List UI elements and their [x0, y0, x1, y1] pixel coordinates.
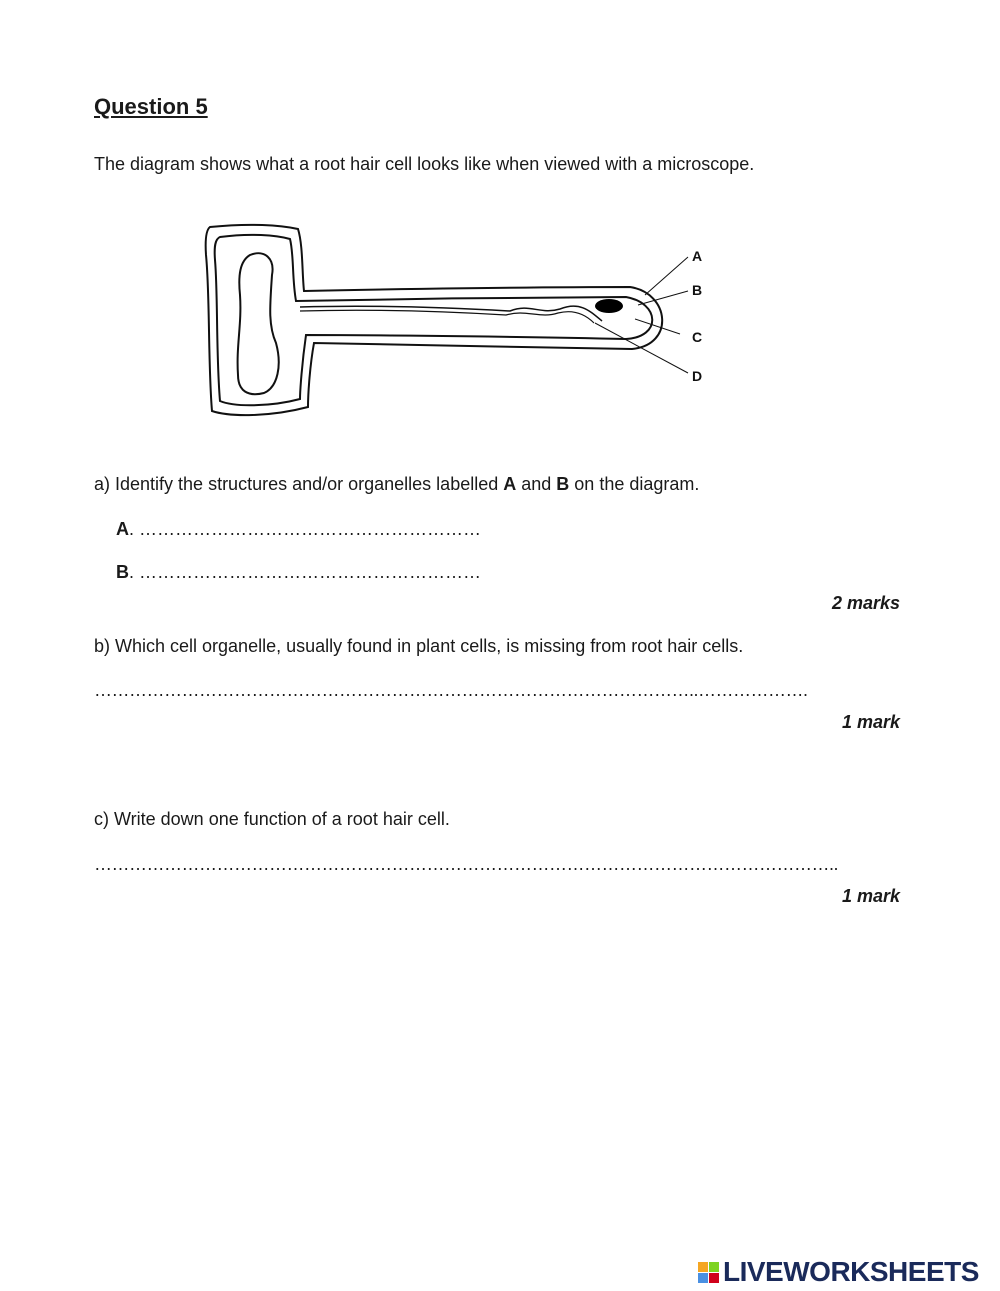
label-line-c — [635, 319, 680, 334]
part-a-letter2: B — [556, 474, 570, 494]
liveworksheets-logo — [698, 1256, 979, 1288]
part-b-answer-line[interactable]: …………………………………………………………………………………………..………………. — [94, 680, 808, 700]
part-a-question — [94, 474, 699, 495]
nucleus — [595, 299, 623, 313]
answer-b-dots: . ………………………………………………… — [129, 562, 482, 582]
root-hair-cell-diagram — [190, 215, 730, 430]
part-a-marks: 2 marks — [831, 593, 900, 613]
logo-mark-icon — [698, 1262, 719, 1283]
label-a: A — [692, 248, 703, 264]
logo-text: LIVEWORKSHEETS — [723, 1256, 979, 1287]
part-c-marks: 1 mark — [841, 886, 900, 906]
vacuole-outline — [238, 253, 279, 394]
cytoplasm-line-lower — [300, 310, 594, 323]
question-intro: The diagram shows what a root hair cell looks like when viewed with a microscope. — [94, 154, 755, 174]
answer-a-label: A — [116, 519, 129, 539]
answer-a-dots: . ………………………………………………… — [129, 519, 482, 539]
cell-membrane-outline — [215, 235, 653, 405]
label-c: C — [692, 329, 703, 345]
part-c-question: c) Write down one function of a root hair cell. — [94, 809, 450, 829]
label-d: D — [692, 368, 703, 384]
question-title: Question 5 — [94, 94, 208, 119]
label-b: B — [692, 282, 703, 298]
part-b-question: b) Which cell organelle, usually found in plant cells, is missing from root hair cells. — [94, 636, 744, 656]
part-a-prefix: a) Identify the structures and/or organelles labelled — [94, 474, 504, 494]
label-line-a — [645, 257, 688, 295]
answer-line-a[interactable] — [116, 519, 481, 540]
part-a-mid: and — [516, 474, 557, 494]
cell-wall-outline — [206, 225, 663, 415]
part-a-suffix: on the diagram. — [569, 474, 700, 494]
answer-b-label: B — [116, 562, 129, 582]
answer-line-b[interactable] — [116, 562, 481, 583]
part-a-letter1: A — [503, 474, 517, 494]
part-b-marks: 1 mark — [841, 712, 900, 732]
part-c-answer-line[interactable]: ……………………………………………………………………………………………………………….. — [94, 854, 839, 874]
